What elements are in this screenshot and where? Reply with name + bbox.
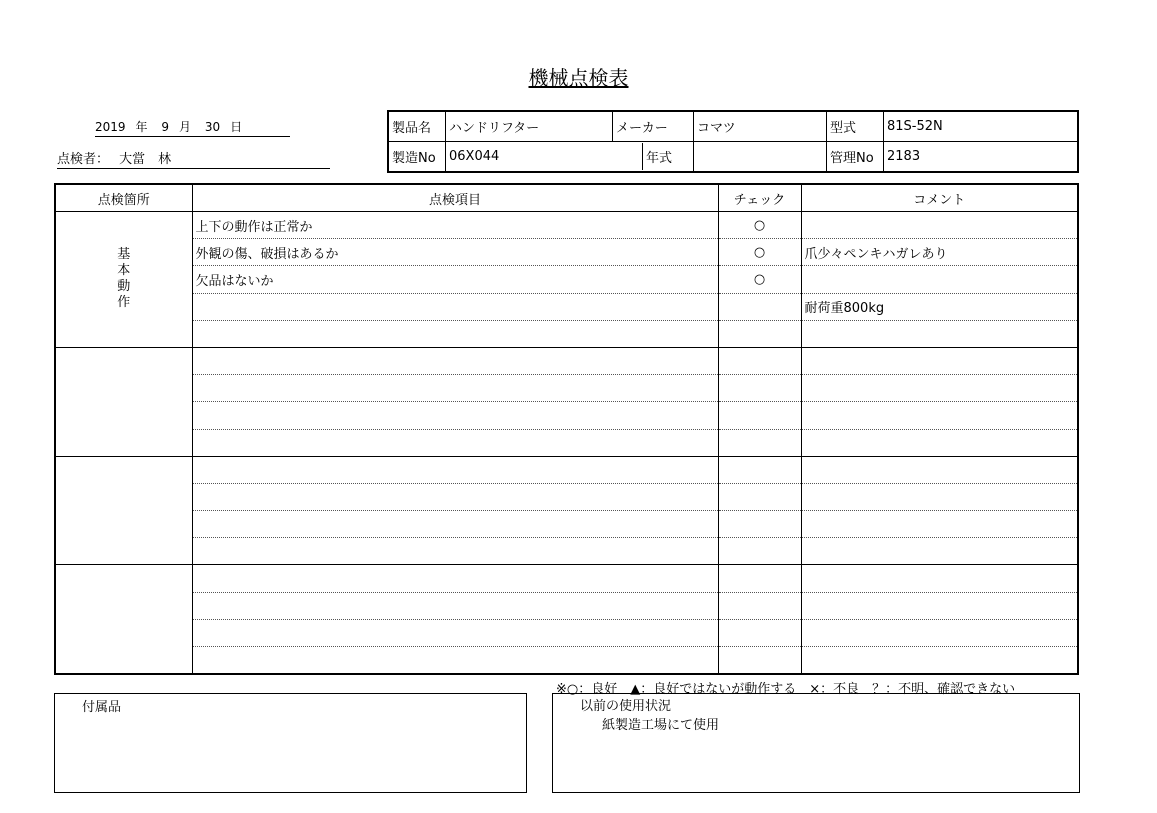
table-row: [55, 592, 1078, 619]
comment-cell: [801, 565, 1078, 592]
table-row: [55, 456, 1078, 483]
check-cell: [718, 456, 801, 483]
comment-cell: [801, 402, 1078, 429]
item-cell: 上下の動作は正常か: [192, 212, 718, 239]
comment-cell: 爪少々ペンキハガレあり: [801, 239, 1078, 266]
table-row: [55, 347, 1078, 374]
check-cell: [718, 538, 801, 565]
item-cell: [192, 456, 718, 483]
table-row: [55, 565, 1078, 592]
page-title: 機械点検表: [528, 66, 629, 90]
mgmt-value: 2183: [884, 142, 1079, 173]
item-cell: [192, 647, 718, 675]
accessories-label: 付属品: [82, 700, 122, 715]
header-item: 点検項目: [192, 184, 718, 212]
inspection-date: 2019 年 9 月 30 日: [95, 118, 290, 137]
product-value: ハンドリフター: [446, 111, 613, 142]
model-value: 81S-52N: [884, 111, 1079, 142]
location-cell: [55, 212, 192, 348]
check-cell: [718, 592, 801, 619]
table-row: [55, 538, 1078, 565]
table-row: [55, 402, 1078, 429]
item-cell: [192, 402, 718, 429]
serial-label: 製造No: [388, 142, 446, 173]
check-cell: [718, 483, 801, 510]
check-cell: [718, 402, 801, 429]
date-month: 9: [161, 120, 170, 134]
item-cell: [192, 619, 718, 646]
comment-cell: [801, 429, 1078, 456]
mgmt-label: 管理No: [827, 142, 884, 173]
maker-value: コマツ: [694, 111, 827, 142]
comment-cell: [801, 592, 1078, 619]
product-info-table: [387, 110, 1079, 173]
inspector-label: 点検者：: [57, 152, 110, 167]
item-cell: [192, 293, 718, 320]
item-cell: 欠品はないか: [192, 266, 718, 293]
header-check: チェック: [718, 184, 801, 212]
comment-cell: [801, 619, 1078, 646]
table-row: [55, 212, 1078, 239]
header-comment: コメント: [801, 184, 1078, 212]
inspection-table: [54, 183, 1079, 675]
comment-cell: [801, 538, 1078, 565]
date-year: 2019: [95, 120, 126, 134]
check-cell: [718, 647, 801, 675]
check-cell: ○: [718, 212, 801, 239]
location-label: 基本動作: [117, 247, 131, 311]
table-row: [55, 320, 1078, 347]
header-location: 点検箇所: [55, 184, 192, 212]
previous-usage-box: [552, 693, 1080, 793]
comment-cell: [801, 647, 1078, 675]
table-row: [55, 511, 1078, 538]
item-cell: [192, 320, 718, 347]
item-cell: 外観の傷、破損はあるか: [192, 239, 718, 266]
check-cell: [718, 293, 801, 320]
serial-value: 06X044: [449, 149, 500, 164]
year-value: [694, 142, 827, 173]
check-cell: [718, 375, 801, 402]
previous-usage-label: 以前の使用状況: [580, 699, 672, 714]
table-row: [55, 619, 1078, 646]
legend-note: ※○：良好 ▲：良好ではないが動作する ×：不良 ？：不明、確認できない: [556, 682, 1016, 697]
location-cell: [55, 565, 192, 674]
item-cell: [192, 565, 718, 592]
table-row: [55, 293, 1078, 320]
check-cell: ○: [718, 266, 801, 293]
comment-cell: 耐荷重800kg: [801, 293, 1078, 320]
table-row: [55, 429, 1078, 456]
check-cell: [718, 511, 801, 538]
table-row: [55, 375, 1078, 402]
table-row: [55, 483, 1078, 510]
check-cell: [718, 320, 801, 347]
comment-cell: [801, 320, 1078, 347]
location-cell: [55, 347, 192, 456]
date-day: 30: [204, 120, 221, 134]
item-cell: [192, 347, 718, 374]
comment-cell: [801, 212, 1078, 239]
comment-cell: [801, 347, 1078, 374]
maker-label: メーカー: [613, 111, 694, 142]
check-cell: [718, 619, 801, 646]
inspector-name: 大當 林: [119, 152, 172, 167]
accessories-box: [54, 693, 527, 793]
item-cell: [192, 538, 718, 565]
comment-cell: [801, 266, 1078, 293]
model-label: 型式: [827, 111, 884, 142]
check-cell: [718, 429, 801, 456]
item-cell: [192, 592, 718, 619]
table-row: [55, 647, 1078, 675]
item-cell: [192, 375, 718, 402]
item-cell: [192, 483, 718, 510]
location-cell: [55, 456, 192, 565]
comment-cell: [801, 511, 1078, 538]
product-label: 製品名: [388, 111, 446, 142]
table-row: [55, 239, 1078, 266]
previous-usage-value: 紙製造工場にて使用: [602, 718, 720, 733]
item-cell: [192, 429, 718, 456]
check-cell: ○: [718, 239, 801, 266]
comment-cell: [801, 375, 1078, 402]
check-cell: [718, 347, 801, 374]
comment-cell: [801, 483, 1078, 510]
check-cell: [718, 565, 801, 592]
inspector-line: [57, 148, 330, 169]
table-row: [55, 266, 1078, 293]
item-cell: [192, 511, 718, 538]
comment-cell: [801, 456, 1078, 483]
year-label: 年式: [643, 143, 694, 170]
